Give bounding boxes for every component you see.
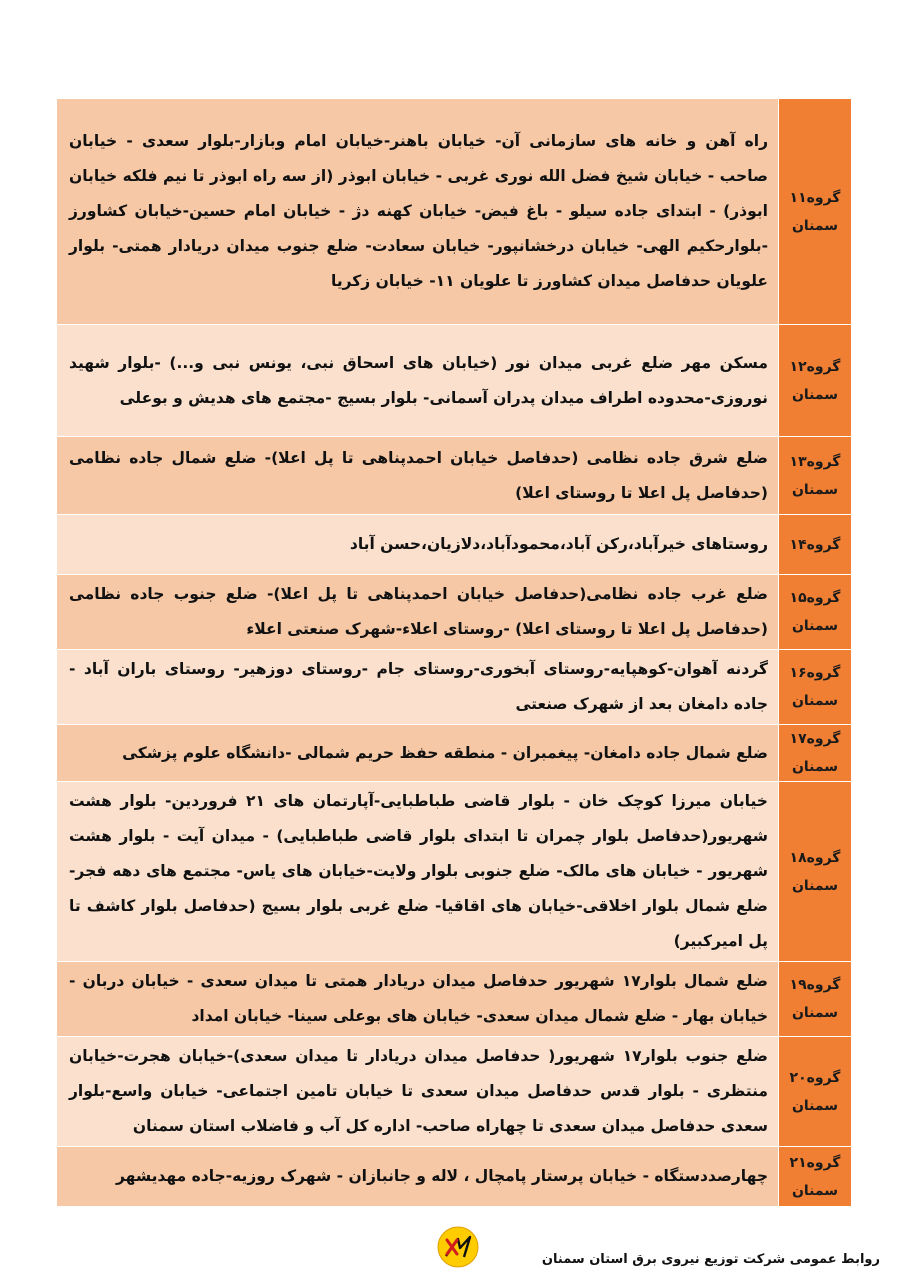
- group-areas-description: روستاهای خیرآباد،رکن آباد،محمودآباد،دلازیان،حسن آباد: [57, 515, 779, 575]
- group-areas-description: ضلع شمال جاده دامغان- پیغمبران - منطقه حفظ حریم شمالی -دانشگاه علوم پزشکی: [57, 725, 779, 782]
- group-areas-description: راه آهن و خانه های سازمانی آن- خیابان باهنر-خیابان امام وبازار-بلوار سعدی - خیابان صاحب - خیابان شیخ فضل الله نوری غربی - خیابان ابوذر (از سه راه ابوذر تا نیم فلکه خیابان ابوذر) - ابتدای جاده سیلو - باغ فیض- خیابان کهنه دژ - خیابان امام حسین-خیابان کشاورز -بلوارحکیم الهی- خیابان درخشانپور- خیابان سعادت- ضلع جنوب میدان دریادار همتی- بلوار علویان حدفاصل میدان کشاورز تا علویان ۱۱- خیابان زکریا: [57, 99, 779, 325]
- schedule-body: [57, 99, 852, 1207]
- group-areas-description: چهارصددستگاه - خیابان پرستار پامچال ، لاله و جانبازان - شهرک روزیه-جاده مهدیشهر: [57, 1147, 779, 1207]
- group-label-cell: [779, 782, 852, 962]
- group-row: [57, 1147, 852, 1207]
- group-areas-description: مسکن مهر ضلع غربی میدان نور (خیابان های اسحاق نبی، یونس نبی و...) -بلوار شهید نوروزی-محدوده اطراف میدان پدران آسمانی- بلوار بسیج -مجتمع های هدیش و بوعلی: [57, 325, 779, 437]
- group-city: سمنان: [791, 481, 839, 498]
- group-name: گروه۱۶: [789, 665, 841, 681]
- group-name: گروه۲۱: [789, 1154, 841, 1171]
- group-city: سمنان: [791, 1097, 839, 1114]
- group-label-cell: [779, 99, 852, 325]
- group-city: سمنان: [791, 1005, 839, 1021]
- group-name: گروه۱۷: [789, 731, 841, 747]
- group-row: [57, 515, 852, 575]
- group-name: گروه۱۲: [789, 358, 841, 375]
- group-row: [57, 725, 852, 782]
- group-row: [57, 99, 852, 325]
- footer-caption: روابط عمومی شرکت توزیع نیروی برق استان سمنان: [541, 1252, 880, 1267]
- group-row: [57, 962, 852, 1037]
- group-areas-description: ضلع شمال بلوار۱۷ شهریور حدفاصل میدان دریادار همتی تا میدان سعدی - خیابان دربان - خیابان بهار - ضلع شمال میدان سعدی- خیابان های بوعلی سینا- خیابان امداد: [57, 962, 779, 1037]
- group-label-cell: [779, 437, 852, 515]
- group-areas-description: گردنه آهوان-کوهپایه-روستای آبخوری-روستای جام -روستای دوزهیر- روستای باران آباد - جاده دامغان بعد از شهرک صنعتی: [57, 650, 779, 725]
- group-label-cell: [779, 1147, 852, 1207]
- group-areas-description: ضلع جنوب بلوار۱۷ شهریور( حدفاصل میدان دریادار تا میدان سعدی)-خیابان هجرت-خیابان منتظری - بلوار قدس حدفاصل میدان سعدی تا خیابان تامین اجتماعی- خیابان واسع-بلوار سعدی حدفاصل میدان سعدی تا چهاراه صاحب- اداره کل آب و فاضلاب استان سمنان: [57, 1037, 779, 1147]
- group-label-cell: [779, 515, 852, 575]
- group-city: سمنان: [791, 217, 839, 234]
- group-row: [57, 782, 852, 962]
- group-city: سمنان: [791, 759, 839, 775]
- group-name: گروه۱۳: [789, 453, 841, 470]
- group-city: سمنان: [791, 386, 839, 403]
- group-name: گروه۱۸: [789, 849, 841, 866]
- group-name: گروه۲۰: [789, 1069, 841, 1086]
- group-label-cell: [779, 962, 852, 1037]
- group-city: سمنان: [791, 877, 839, 894]
- group-row: [57, 325, 852, 437]
- group-label-cell: [779, 650, 852, 725]
- group-city: سمنان: [791, 1182, 839, 1199]
- group-name: گروه۱۴: [789, 536, 841, 553]
- group-label-cell: [779, 1037, 852, 1147]
- group-areas-description: خیابان میرزا کوچک خان - بلوار قاضی طباطبایی-آپارتمان های ۲۱ فروردین- بلوار هشت شهریور(حدفاصل بلوار چمران تا ابتدای بلوار قاضی طباطبایی) - میدان آیت - بلوار هشت شهریور - خیابان های مالک- ضلع جنوبی بلوار ولایت-خیابان های یاس- مجتمع های دهه فجر-ضلع شمال بلوار اخلاقی-خیابان های اقاقیا- ضلع غربی بلوار بسیج (حدفاصل بلوار کاشف تا پل امیرکبیر): [57, 782, 779, 962]
- group-row: [57, 650, 852, 725]
- group-name: گروه۱۵: [789, 590, 841, 606]
- group-row: [57, 1037, 852, 1147]
- group-name: گروه۱۱: [789, 189, 841, 206]
- group-name: گروه۱۹: [789, 977, 841, 993]
- group-city: سمنان: [791, 693, 839, 709]
- power-company-logo-icon: [437, 1226, 479, 1268]
- group-row: [57, 437, 852, 515]
- group-city: سمنان: [791, 618, 839, 634]
- group-areas-description: ضلع غرب جاده نظامی(حدفاصل خیابان احمدپناهی تا پل اعلا)- ضلع جنوب جاده نظامی (حدفاصل پل اعلا تا روستای اعلا) -روستای اعلاء-شهرک صنعتی اعلاء: [57, 575, 779, 650]
- group-label-cell: [779, 725, 852, 782]
- group-areas-description: ضلع شرق جاده نظامی (حدفاصل خیابان احمدپناهی تا پل اعلا)- ضلع شمال جاده نظامی (حدفاصل پل اعلا تا روستای اعلا): [57, 437, 779, 515]
- group-row: [57, 575, 852, 650]
- group-label-cell: [779, 575, 852, 650]
- outage-schedule-table: [56, 98, 852, 1207]
- group-label-cell: [779, 325, 852, 437]
